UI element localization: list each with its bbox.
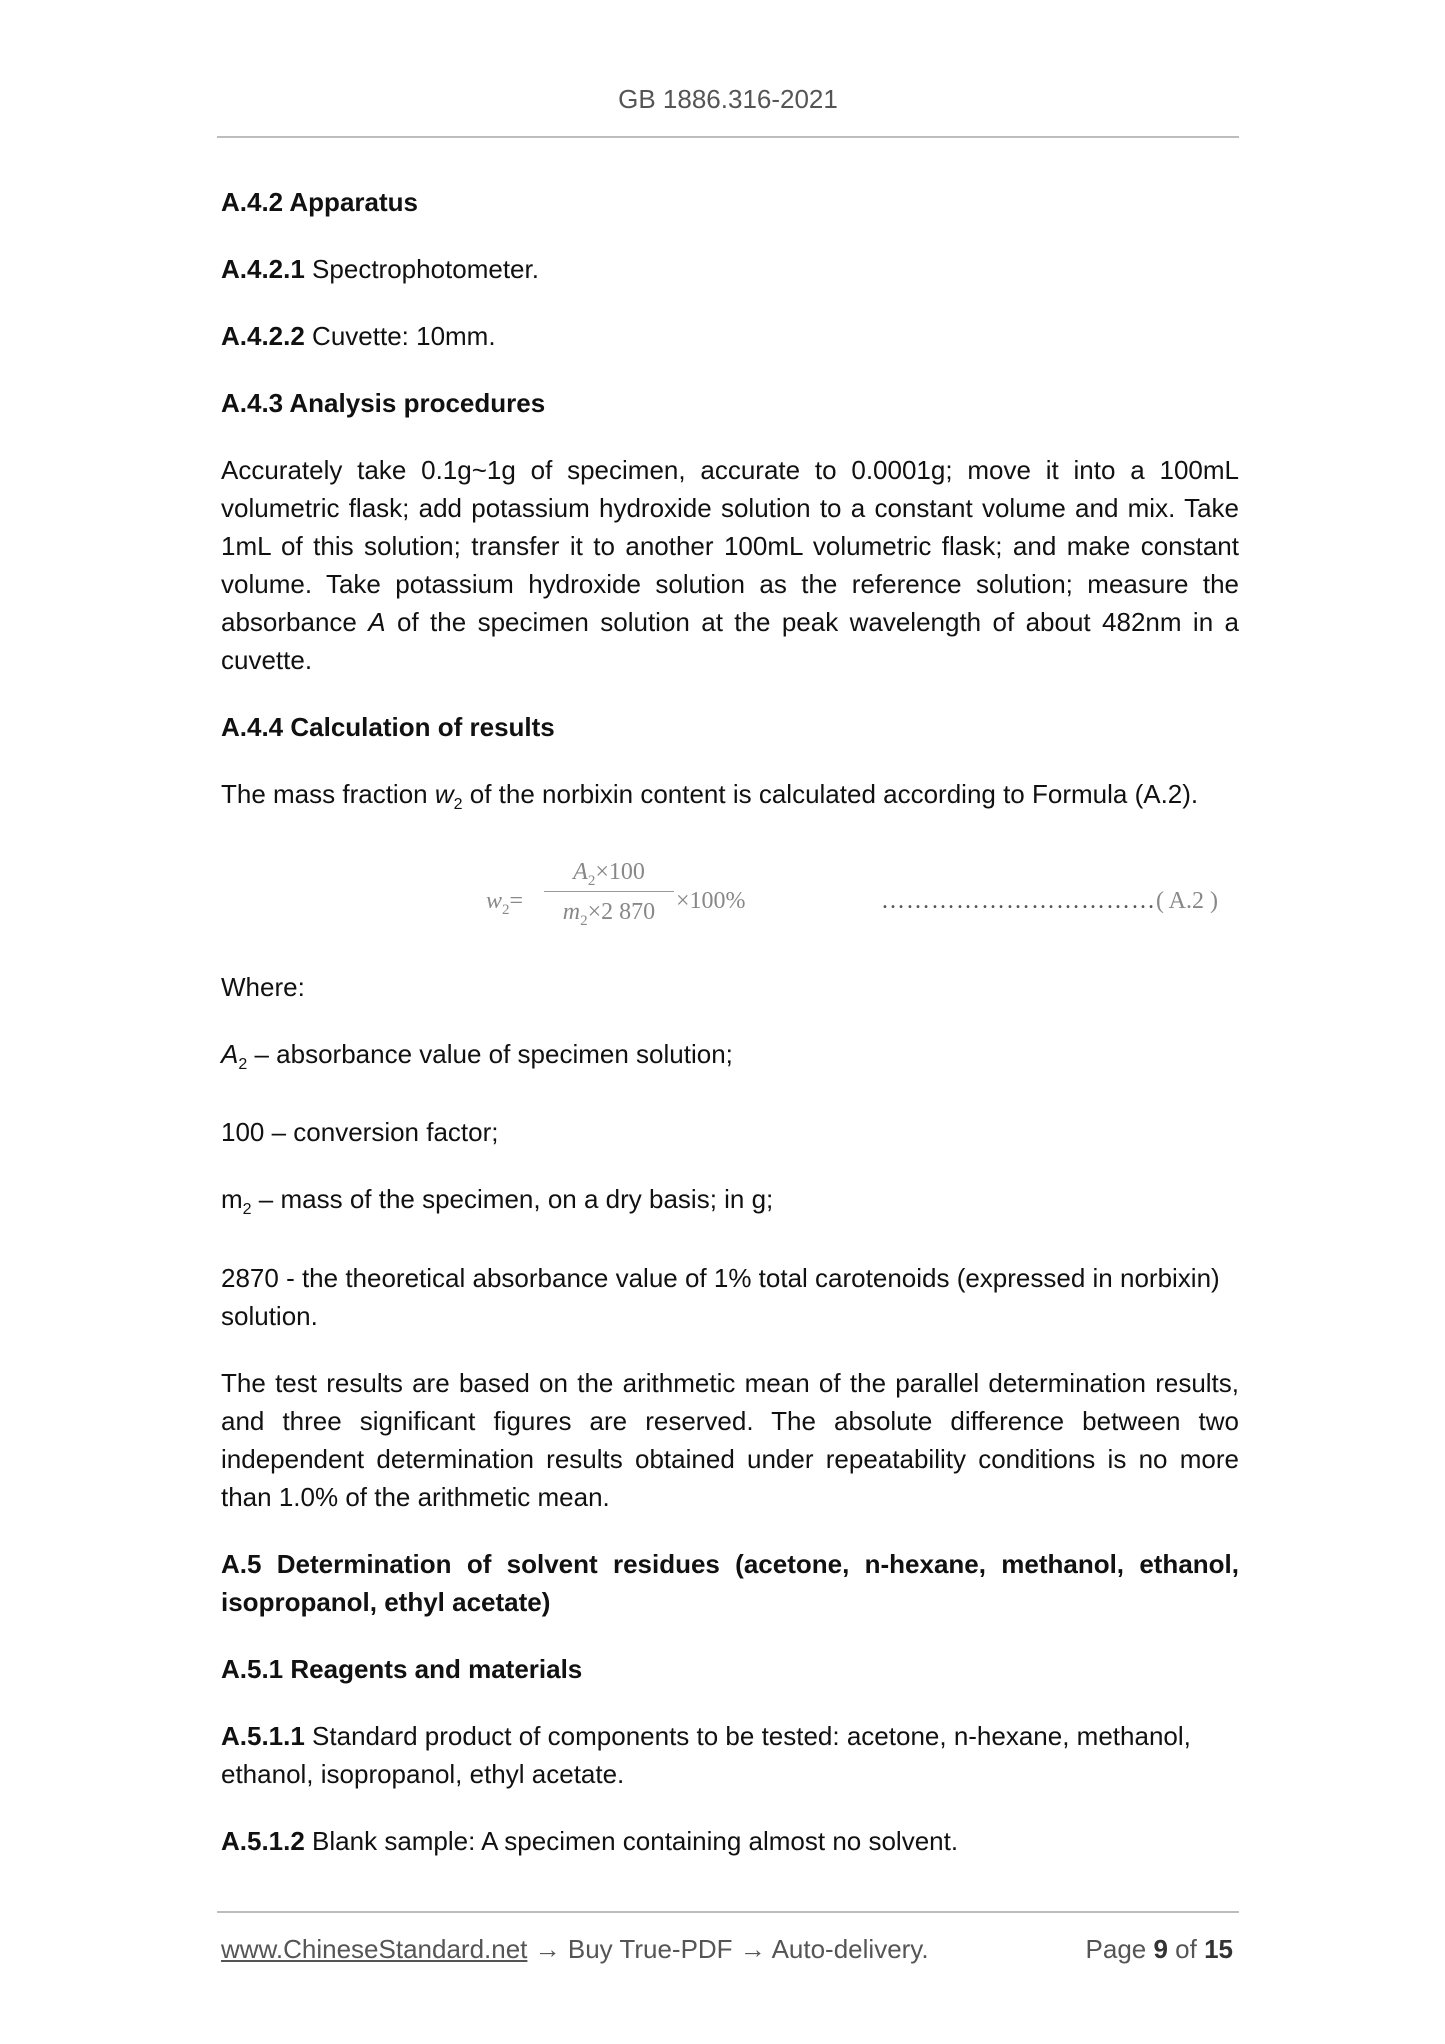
- formula-numerator: [544, 853, 674, 892]
- standard-number: GB 1886.316-2021: [618, 84, 838, 114]
- results-paragraph: The test results are based on the arithmetic mean of the parallel determination results, and three significant figures are reserved. The absolute difference between two independent determination results obtained under repeatability conditions is no more than 1.0% of the arithmetic mean.: [221, 1367, 1239, 1512]
- page-indicator: [1086, 1934, 1233, 1965]
- subscript: 2: [502, 901, 510, 918]
- formula-a2: [221, 853, 1239, 939]
- equals-sign: =: [509, 888, 524, 915]
- heading-a44: A.4.4 Calculation of results: [221, 712, 555, 742]
- document-body: [221, 183, 1239, 1889]
- formula-label: [881, 882, 1218, 920]
- variable-m: m: [221, 1184, 243, 1215]
- clause-number: A.5.1.1: [221, 1720, 305, 1751]
- formula-lhs: [486, 882, 523, 929]
- page-header: [217, 84, 1239, 115]
- footer-divider: [217, 1911, 1239, 1913]
- variable-a: A: [368, 607, 386, 637]
- page-word: Page: [1085, 1934, 1154, 1964]
- header-divider: [217, 136, 1239, 138]
- clause-a512: [221, 1822, 1239, 1860]
- subscript: 2: [453, 796, 463, 814]
- formula-tail: ×100%: [676, 888, 746, 915]
- where-label: Where:: [221, 972, 305, 1003]
- paragraph-text: Accurately take 0.1g~1g of specimen, accurate to 0.0001g; move it into a 100mL volumetric flask; add potassium hydroxide solution to a constant volume and mix. Take 1mL of this solution; transfer it to another 100mL volumetric flask; and make constant volume. Take potassium hydroxide solution as the reference solution; measure the absorbance: [221, 455, 1239, 637]
- heading-a43: A.4.3 Analysis procedures: [221, 388, 546, 418]
- definition-a2: [221, 1035, 1239, 1084]
- clause-number: A.5.1.2: [221, 1825, 305, 1856]
- paragraph-text: of the norbixin content is calculated according to Formula (A.2).: [462, 779, 1199, 809]
- subscript: 2: [238, 1056, 248, 1074]
- paragraph-text: The mass fraction: [221, 779, 435, 809]
- clause-text: Cuvette: 10mm.: [304, 321, 496, 351]
- definition-text: – absorbance value of specimen solution;: [247, 1039, 733, 1070]
- total-pages: 15: [1204, 1934, 1233, 1964]
- subscript: 2: [587, 872, 596, 889]
- of-word: of: [1167, 1934, 1205, 1964]
- formula-text: ×2 870: [587, 899, 656, 926]
- clause-text: Blank sample: A specimen containing almost no solvent.: [304, 1825, 959, 1856]
- formula-var: w: [486, 888, 503, 915]
- formula-denominator: [544, 892, 674, 930]
- clause-a422: [221, 317, 1239, 355]
- footer-promo: [221, 1934, 929, 1965]
- footer-tagline: → Buy True-PDF → Auto-delivery.: [527, 1934, 929, 1964]
- heading-a42: A.4.2 Apparatus: [221, 187, 418, 217]
- paragraph-text: of the specimen solution at the peak wavelength of about 482nm in a cuvette.: [221, 607, 1239, 675]
- subscript: 2: [580, 912, 588, 929]
- definition-text: – mass of the specimen, on a dry basis; in g;: [251, 1184, 774, 1215]
- current-page: 9: [1153, 1934, 1168, 1964]
- clause-text: Spectrophotometer.: [304, 254, 539, 284]
- definition-100: 100 – conversion factor;: [221, 1117, 499, 1148]
- analysis-procedure-paragraph: [221, 451, 1239, 679]
- formula-var: m: [562, 899, 581, 926]
- clause-a511: [221, 1717, 1239, 1793]
- definition-m2: [221, 1180, 1239, 1229]
- clause-a421: [221, 250, 1239, 288]
- formula-number: ( A.2 ): [1156, 888, 1218, 915]
- heading-a51: A.5.1 Reagents and materials: [221, 1653, 583, 1684]
- subscript: 2: [242, 1201, 252, 1219]
- clause-text: Standard product of components to be tested: acetone, n-hexane, methanol, ethanol, isopropanol, ethyl acetate.: [221, 1720, 1191, 1789]
- formula-text: ×100: [595, 859, 645, 886]
- variable-a: A: [221, 1039, 239, 1070]
- formula-fraction: [544, 853, 674, 930]
- clause-number: A.4.2.2: [221, 321, 305, 351]
- website-link[interactable]: www.ChineseStandard.net: [221, 1934, 528, 1964]
- leader-dots: ……………………………: [881, 888, 1156, 915]
- formula-intro: [221, 775, 1239, 824]
- clause-number: A.4.2.1: [221, 254, 305, 284]
- definition-2870: 2870 - the theoretical absorbance value of 1% total carotenoids (expressed in norbixin) solution.: [221, 1262, 1220, 1331]
- heading-a5: A.5 Determination of solvent residues (acetone, n-hexane, methanol, ethanol, isopropanol, ethyl acetate): [221, 1548, 1239, 1617]
- formula-var: A: [573, 859, 588, 886]
- variable-w: w: [434, 779, 454, 809]
